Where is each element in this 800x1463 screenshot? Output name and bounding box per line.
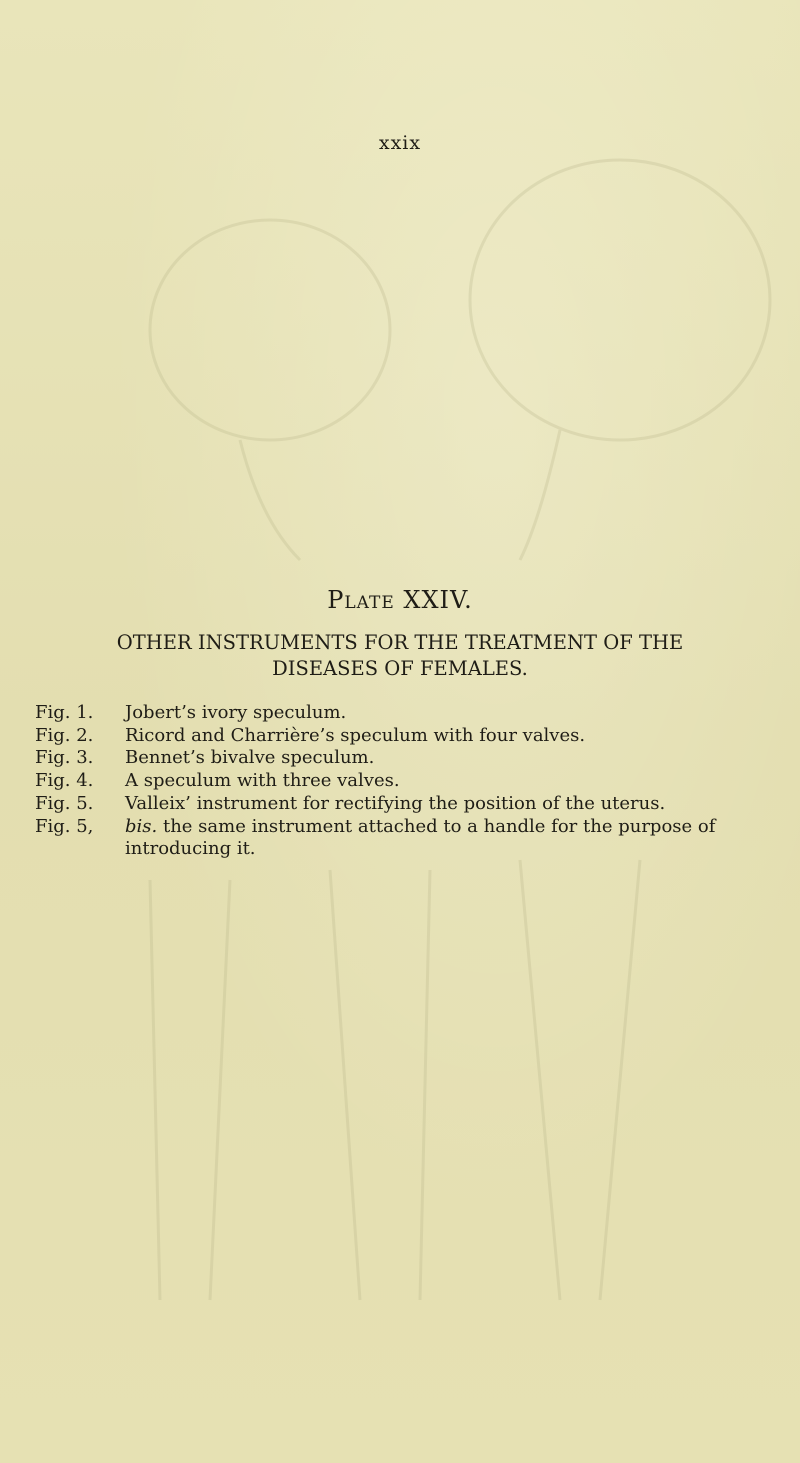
section-heading	[80, 630, 720, 682]
figure-item	[35, 793, 775, 816]
heading-line-1: OTHER INSTRUMENTS FOR THE TREATMENT OF THE	[116, 631, 684, 654]
page-number: xxix	[378, 132, 422, 154]
figure-description: Ricord and Charrière’s speculum with four valves.	[125, 724, 586, 746]
figure-label: Fig. 3.	[35, 747, 94, 769]
figure-list	[35, 702, 775, 861]
figure-item	[35, 747, 775, 770]
figure-bis-marker: bis.	[125, 815, 158, 837]
figure-label: Fig. 5,	[35, 815, 94, 837]
figure-item	[35, 702, 775, 725]
figure-item	[35, 816, 775, 861]
figure-description: A speculum with three valves.	[125, 770, 400, 792]
figure-label: Fig. 1.	[35, 702, 94, 723]
figure-description-text: the same instrument attached to a handle for the purpose of introducing it.	[125, 815, 716, 860]
figure-label: Fig. 4.	[35, 770, 94, 792]
plate-title: Plate XXIV.	[327, 586, 473, 614]
figure-description	[125, 816, 775, 861]
figure-label: Fig. 5.	[35, 792, 94, 814]
figure-description: Bennet’s bivalve speculum.	[125, 747, 375, 769]
figure-description: Jobert’s ivory speculum.	[125, 702, 347, 723]
figure-description: Valleix’ instrument for rectifying the position of the uterus.	[125, 792, 666, 814]
figure-item	[35, 725, 775, 748]
heading-line-2: DISEASES OF FEMALES.	[272, 657, 528, 680]
figure-item	[35, 770, 775, 793]
figure-label: Fig. 2.	[35, 724, 94, 746]
